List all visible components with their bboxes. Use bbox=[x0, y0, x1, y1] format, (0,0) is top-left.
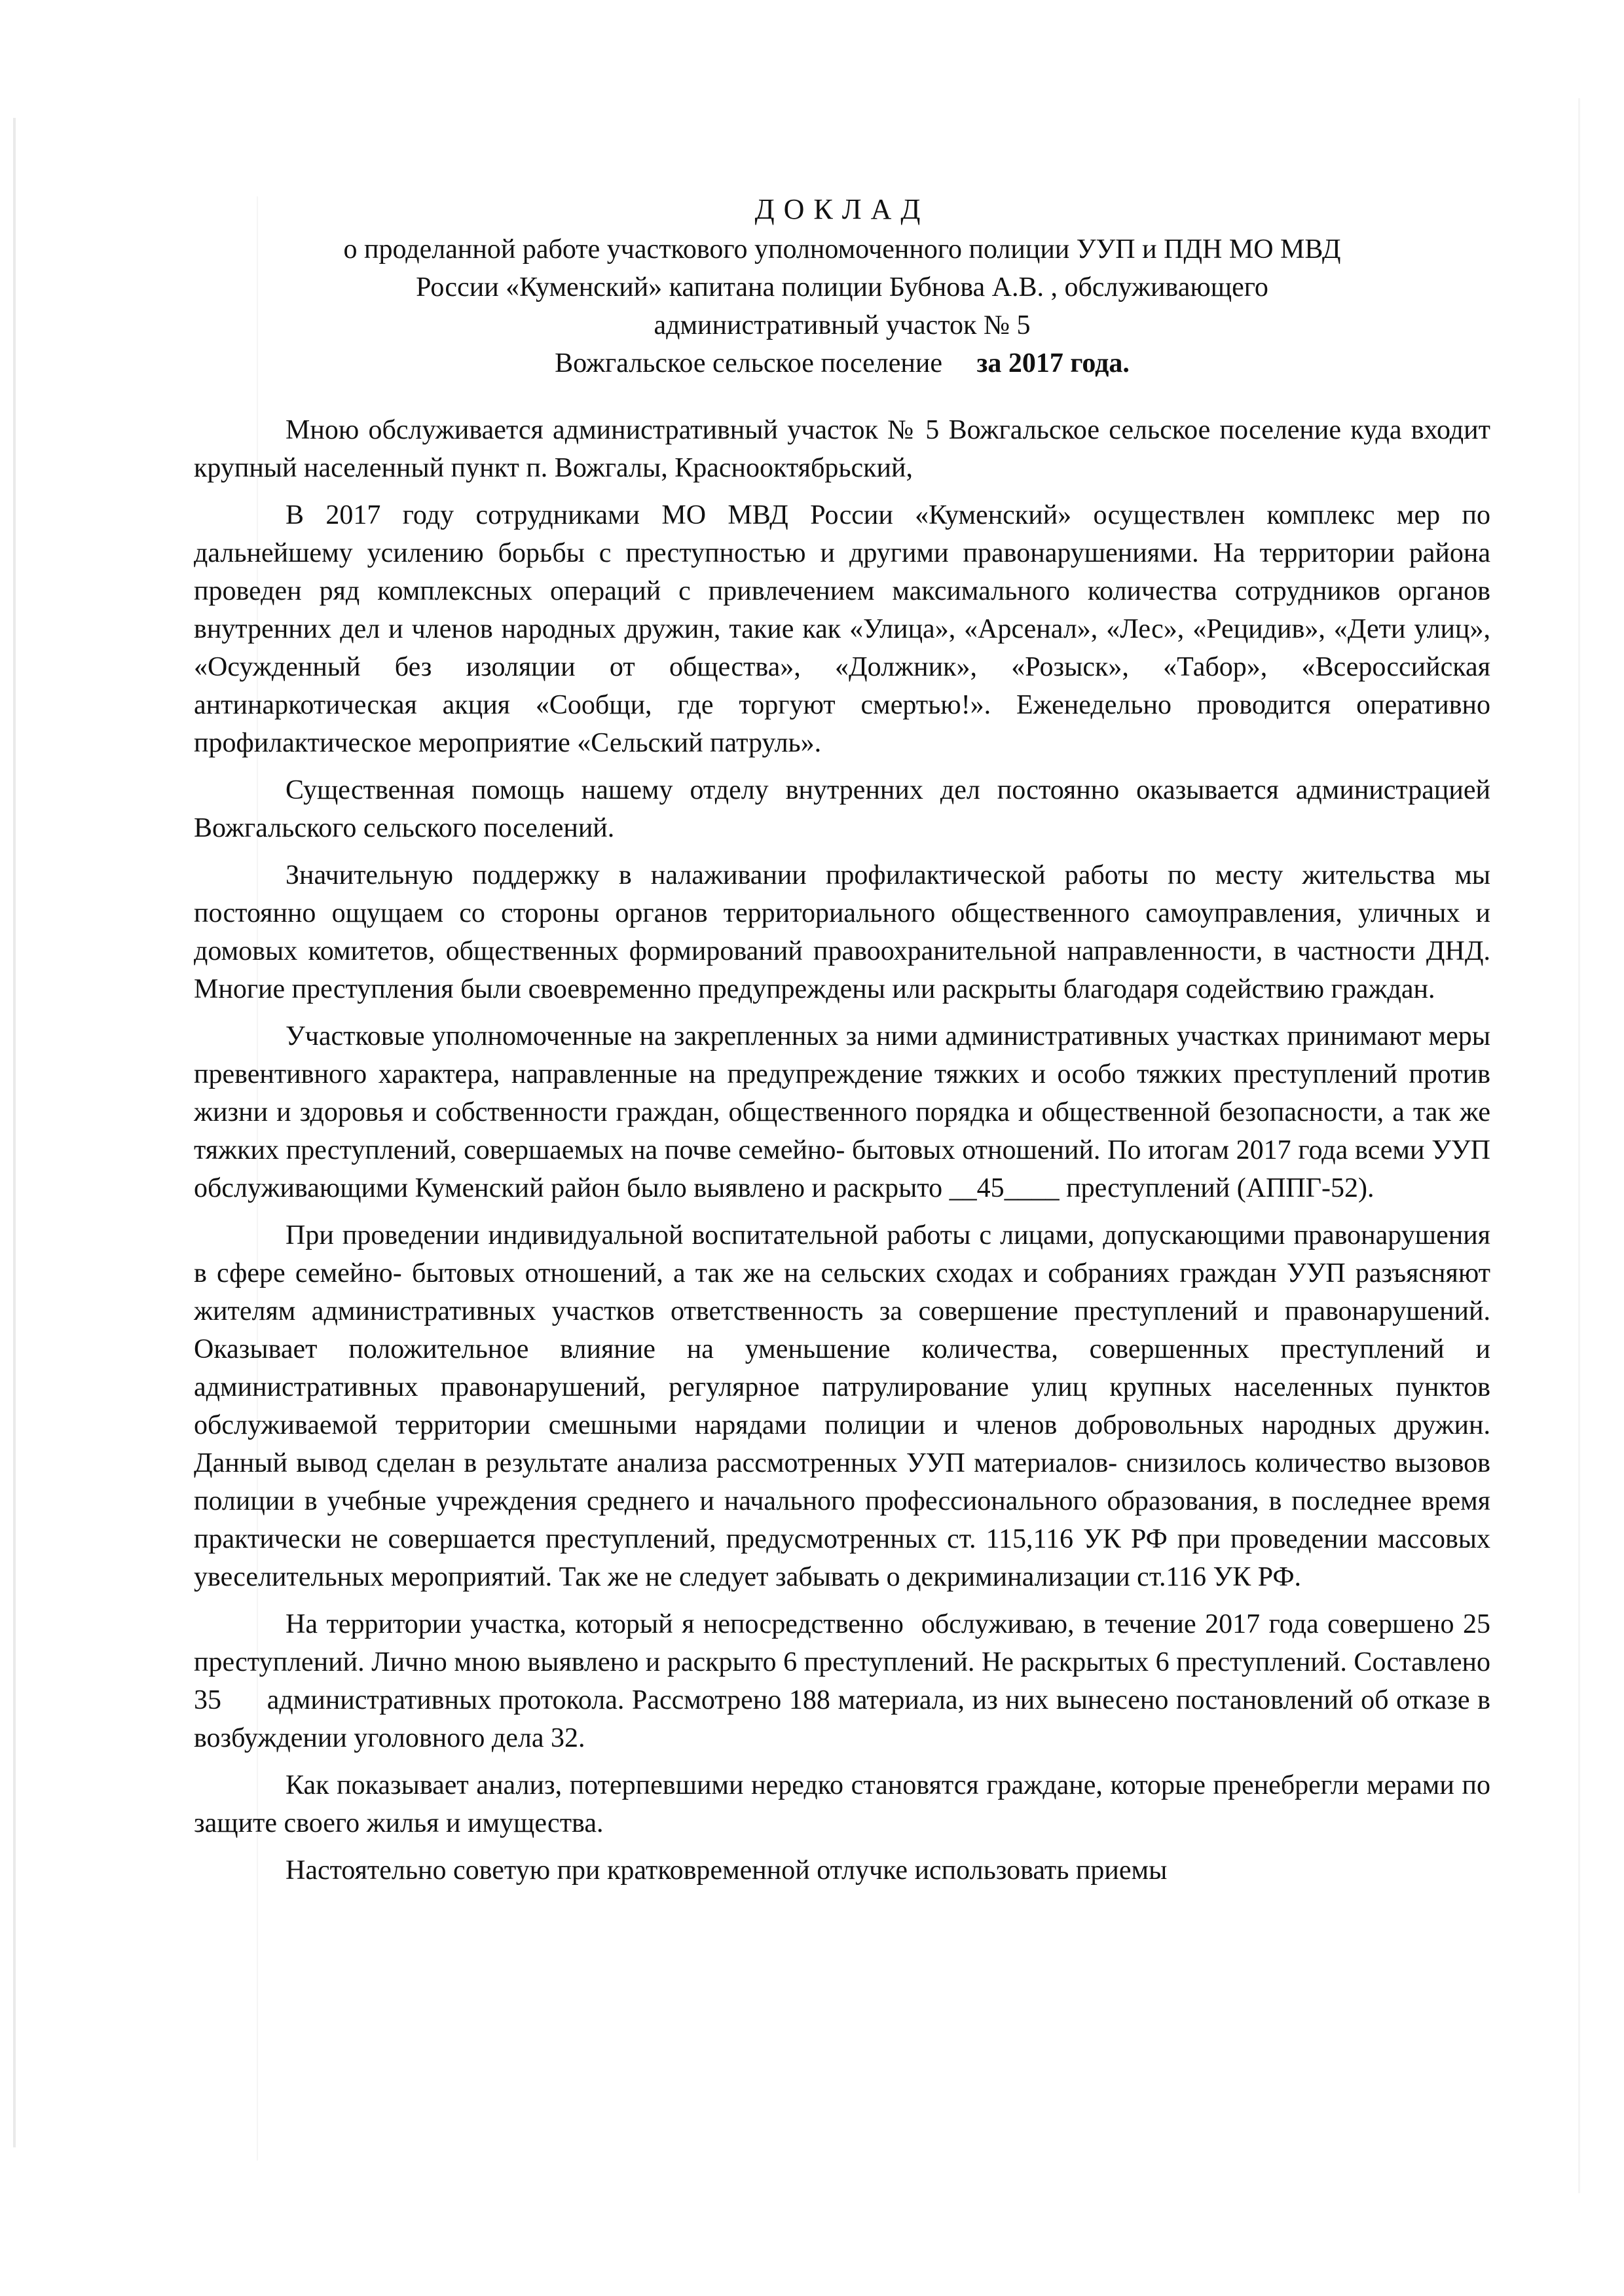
heading-year: за 2017 года. bbox=[976, 348, 1130, 378]
heading-line: административный участок № 5 bbox=[654, 310, 1031, 340]
paragraph: На территории участка, который я непосредственно обслуживаю, в течение 2017 года совершено 25 преступлений. Лично мною выявлено и раскрыто 6 преступлений. Не раскрытых 6 преступлений. Составлено 35 административных протокола. Рассмотрено 188 материала, из них вынесено постановлений об отказе в возбуждении уголовного дела 32. bbox=[194, 1609, 1532, 1753]
results-count: __45____ bbox=[949, 1173, 1060, 1203]
results-text: Участковые уполномоченные на закрепленных за ними административных участках принимают меры превентивного характера, направленные на предупреждение тяжких и особо тяжких преступлений против жизни и здоровья и собственности граждан, общественного порядка и общественной безопасности, а так же тяжких преступлений, совершаемых на почве семейно- бытовых отношений. По итогам 2017 года всеми УУП обслуживающими Куменский район было выявлено и раскрыто bbox=[194, 1021, 1490, 1203]
paragraph: Значительную поддержку в налаживании профилактической работы по месту жительства мы постоянно ощущаем со стороны органов территориального общественного самоуправления, уличных и домовых комитетов, общественных формирований правоохранительной направленности, в частности ДНД. Многие преступления были своевременно предупреждены или раскрыты благодаря содействию граждан. bbox=[194, 860, 1490, 1004]
scan-artifact-left bbox=[13, 118, 16, 2147]
heading-line-period bbox=[194, 344, 1490, 382]
paragraph: Существенная помощь нашему отделу внутренних дел постоянно оказывается администрацией Вожгальского сельского поселений. bbox=[194, 775, 1490, 843]
paragraph-results bbox=[194, 1017, 1490, 1207]
results-appg: (АППГ-52). bbox=[1236, 1173, 1375, 1203]
document-heading bbox=[194, 230, 1490, 382]
document-content bbox=[194, 189, 1532, 1899]
heading-line: о проделанной работе участкового уполномоченного полиции УУП и ПДН МО МВД bbox=[343, 234, 1341, 264]
paragraph: Мною обслуживается административный участок № 5 Вожгальское сельское поселение куда входит крупный населенный пункт п. Вожгалы, Краснооктябрьский, bbox=[194, 415, 1490, 483]
scan-artifact-right bbox=[1578, 98, 1580, 2193]
heading-settlement: Вожгальское сельское поселение bbox=[555, 348, 942, 378]
paragraph: Как показывает анализ, потерпевшими нередко становятся граждане, которые пренебрегли мерами по защите своего жилья и имущества. bbox=[194, 1770, 1490, 1838]
paragraph: В 2017 году сотрудниками МО МВД России «Куменский» осуществлен комплекс мер по дальнейшему усилению борьбы с преступностью и другими правонарушениями. На территории района проведен ряд комплексных операций с привлечением максимального количества сотрудников органов внутренних дел и членов народных дружин, такие как «Улица», «Арсенал», «Лес», «Рецидив», «Дети улиц», «Осужденный без изоляции от общества», «Должник», «Розыск», «Табор», «Всероссийская антинаркотическая акция «Сообщи, где торгуют смертью!». Еженедельно проводится оперативно профилактическое мероприятие «Сельский патруль». bbox=[194, 500, 1490, 758]
heading-line: России «Куменский» капитана полиции Бубнова А.В. , обслуживающего bbox=[416, 272, 1268, 302]
paragraph: При проведении индивидуальной воспитательной работы с лицами, допускающими правонарушения в сфере семейно- бытовых отношений, а так же на сельских сходах и собраниях граждан УУП разъясняют жителям административных участков ответственность за совершение преступлений и правонарушений. Оказывает положительное влияние на уменьшение количества, совершенных преступлений и административных правонарушений, регулярное патрулирование улиц крупных населенных пунктов обслуживаемой территории смешными нарядами полиции и членов добровольных народных дружин. Данный вывод сделан в результате анализа рассмотренных УУП материалов- снизилось количество вызовов полиции в учебные учреждения среднего и начального профессионального образования, в последнее время практически не совершается преступлений, предусмотренных ст. 115,116 УК РФ при проведении массовых увеселительных мероприятий. Так же не следует забывать о декриминализации ст.116 УК РФ. bbox=[194, 1220, 1490, 1592]
document-title: ДОКЛАД bbox=[754, 193, 930, 225]
paragraph: Настоятельно советую при кратковременной отлучке использовать приемы bbox=[286, 1855, 1168, 1886]
results-tail: преступлений bbox=[1059, 1173, 1237, 1203]
